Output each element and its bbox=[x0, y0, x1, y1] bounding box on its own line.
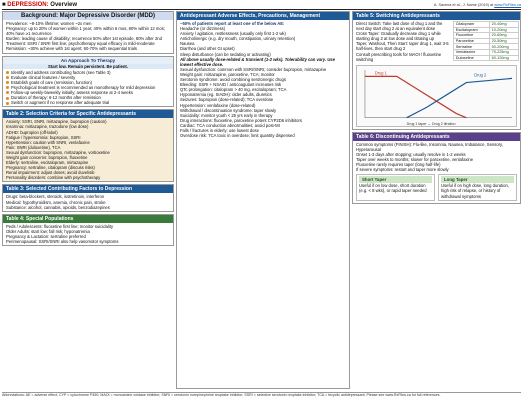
figure-caption: Drug 1 taper → Drug 2 titration bbox=[406, 121, 456, 126]
list-item: Bleeding: SSRI + NSAID / anticoagulant increases risk bbox=[180, 82, 282, 88]
list-item: Taper over weeks to months; slower for paroxetine, venlafaxine bbox=[356, 157, 474, 163]
table-6-body bbox=[353, 141, 520, 174]
drug-cell: Citalopram bbox=[453, 22, 489, 28]
dose-cell: 20-40mg bbox=[489, 22, 518, 28]
list-item: Prevalence: ~8-10% lifetime; women ~2x men bbox=[6, 21, 92, 26]
list-item: ~50% of patients report at least one of the below AE: bbox=[180, 21, 285, 26]
table-4-heading: Table 4: Special Populations bbox=[3, 215, 173, 223]
table-row: Peds / Adolescents: fluoxetine first line; monitor suicidality bbox=[6, 223, 114, 229]
page-header bbox=[2, 1, 521, 10]
adverse-effects-box bbox=[176, 11, 350, 389]
rxfiles-link[interactable]: www.RxFiles.ca bbox=[494, 3, 521, 7]
bullet-icon bbox=[6, 76, 9, 79]
long-taper-text: Useful if on high dose, long duration, high risk of relapse, or history of withdrawal symptoms bbox=[441, 183, 509, 199]
list-item: If severe symptoms: restart and taper more slowly bbox=[356, 167, 449, 173]
drug-cell: Sertraline bbox=[453, 44, 489, 50]
adverse-effects-heading: Antidepressant Adverse Effects, Precautions, Management bbox=[177, 12, 349, 20]
list-item: Hypertension: venlafaxine (dose-related) bbox=[180, 102, 256, 108]
list-item: Overdose risk: TCA toxic in overdose; limit quantity dispensed bbox=[180, 133, 295, 139]
table-5 bbox=[352, 11, 521, 130]
list-item: Weight gain: mirtazapine, paroxetine, TCA; monitor bbox=[180, 71, 275, 77]
adverse-effects-list bbox=[177, 20, 349, 139]
list-item: Treatment: SSRI / SNRI first line; psychotherapy equal efficacy in mild-moderate bbox=[6, 41, 155, 47]
short-taper-heading: Short Taper bbox=[359, 176, 432, 183]
taper-comparison bbox=[353, 173, 520, 202]
list-item: Fluoxetine rarely requires taper (long half-life) bbox=[356, 162, 441, 168]
table-4-body bbox=[3, 223, 173, 245]
list-item: Falls / fractures in elderly: use lowest dose bbox=[180, 127, 259, 133]
taper-figure-wrap bbox=[353, 63, 520, 129]
page-title: ■ DEPRESSION: Overview bbox=[2, 2, 77, 8]
table-row: Drugs: beta-blockers, steroids, isotretinoin, interferon bbox=[6, 194, 105, 200]
short-taper-text: Useful if on low dose, short duration (e.g. < 8 wks), or rapid taper needed bbox=[359, 183, 427, 194]
list-item: Hyponatremia (eg. SIADH): older adults, diuretics bbox=[180, 92, 272, 98]
citation: A. Saxena et al., J. Name (2019) at www.RxFiles.ca bbox=[433, 3, 521, 7]
bullet-icon bbox=[6, 91, 9, 94]
table-row: Older Adults: start low; fall risk; hyponatremia bbox=[6, 228, 90, 234]
list-item: Serotonin syndrome: avoid combining serotonergic drugs bbox=[180, 77, 286, 83]
dose-table-wrap bbox=[452, 20, 520, 63]
list-item: Psychological treatment is recommended as monotherapy for mild depression bbox=[6, 85, 170, 90]
dose-table bbox=[453, 21, 519, 61]
approach-subheading: Start low. Remain persistent. Be patient. bbox=[3, 64, 173, 69]
column-3 bbox=[352, 11, 521, 391]
dose-cell: 75-225mg bbox=[489, 49, 518, 55]
table-row: Pregnancy & Lactation: sertraline preferred bbox=[6, 233, 86, 239]
list-item: All above usually dose-related & transient (1-2 wks). Tolerability can vary. Use lowest effective dose. bbox=[180, 56, 335, 67]
table-row: Medical: hypothyroidism, anemia, chronic pain, stroke bbox=[6, 199, 106, 205]
bullet-icon bbox=[6, 102, 9, 105]
list-item: Identify and address contributing factors (see Table 3) bbox=[6, 70, 170, 75]
table-4 bbox=[2, 214, 174, 246]
list-item: Taper, Washout, Then Start: taper drug 1, wait 3-5 half-lives, then start drug 2 bbox=[356, 41, 449, 52]
list-item: Follow-up weekly-biweekly initially; assess response at 2-4 weeks bbox=[6, 90, 170, 95]
bullet-icon bbox=[6, 97, 9, 100]
list-item: Evaluate clinical features / severity bbox=[6, 75, 170, 80]
drug-cell: Venlafaxine bbox=[453, 49, 489, 55]
drug-1-label: Drug 1 bbox=[374, 69, 387, 76]
list-item: Suicidality: monitor youth < 25 yrs early in therapy bbox=[180, 112, 273, 118]
short-taper-card bbox=[356, 174, 435, 200]
list-item: Burden: leading cause of disability; recurrence 50% after 1st episode, 80% after 2nd bbox=[6, 36, 162, 42]
list-item: Duration of therapy: 6-12 months after remission bbox=[6, 95, 170, 100]
list-item: Withdrawal / discontinuation syndrome: taper slowly bbox=[180, 107, 277, 113]
table-row: Sexual dysfunction: bupropion, mirtazapine, vortioxetine bbox=[6, 149, 110, 155]
drug-cell: Paroxetine bbox=[453, 38, 489, 44]
dose-cell: 60-120mg bbox=[489, 55, 518, 61]
table-row: Fatigue / hypersomnia: bupropion, SSRI bbox=[6, 134, 81, 140]
list-item: Consult prescribing tools for MAOI / fluoxetine switching bbox=[356, 51, 442, 62]
list-item: Cross Taper: Gradually decrease drug 1 while starting drug 2 at low dose and titrating up bbox=[356, 31, 441, 42]
drug-cell: Duloxetine bbox=[453, 55, 489, 61]
table-row: Anxiety: SSRI, SNRI, mirtazapine, bupropion (caution) bbox=[6, 119, 107, 125]
table-row: Pain: SNRI (duloxetine), TCA bbox=[6, 144, 61, 150]
table-3 bbox=[2, 184, 174, 211]
taper-diagram bbox=[357, 66, 516, 126]
table-row: Perimenopausal: SSRI/SNRI also help vasomotor symptoms bbox=[6, 239, 119, 244]
table-row: Elderly: sertraline, escitalopram, mirtazapine bbox=[6, 160, 89, 166]
table-row: Personality disorders: combine with psychotherapy bbox=[6, 175, 101, 181]
table-row: Weight gain concerns: bupropion, fluoxetine bbox=[6, 154, 88, 160]
approach-box bbox=[2, 56, 174, 108]
dose-cell: 10-20mg bbox=[489, 27, 518, 33]
list-item: Seizures: bupropion (dose-related); TCA overdose bbox=[180, 97, 274, 103]
list-item: Diarrhea (and other GI upset) bbox=[180, 46, 235, 52]
table-row: Insomnia: mirtazapine, trazodone (low dose) bbox=[6, 124, 89, 130]
bullet-icon bbox=[6, 81, 9, 84]
background-list bbox=[3, 20, 173, 53]
list-item: Drug interactions: fluoxetine, paroxetine potent CYP2D6 inhibitors bbox=[180, 117, 302, 123]
list-item: Sleep disturbance (can be sedating or activating) bbox=[180, 51, 271, 57]
column-1 bbox=[2, 11, 174, 391]
drug-2-curve bbox=[407, 78, 512, 117]
list-item: Anxiety / agitation, restlessness (usually only first 1-2 wk) bbox=[180, 31, 286, 37]
list-item: Direct Switch: Take last dose of drug 1 and the next day start drug 2 at an equivalent dose bbox=[356, 21, 443, 32]
list-item: Onset 1-3 days after stopping; usually resolve in 1-2 weeks bbox=[356, 151, 466, 157]
background-title: Background: Major Depressive Disorder (MDD) bbox=[3, 12, 173, 20]
table-3-body bbox=[3, 193, 173, 210]
long-taper-card bbox=[438, 174, 517, 200]
table-5-content bbox=[353, 20, 520, 63]
table-2-body bbox=[3, 118, 173, 181]
long-taper-heading: Long Taper bbox=[441, 176, 514, 183]
table-row: Hypertension: caution with SNRI, venlafaxine bbox=[6, 139, 90, 145]
dose-cell: 20-60mg bbox=[489, 33, 518, 39]
list-item: Establish goals of care (remission, function) bbox=[6, 80, 170, 85]
table-3-heading: Table 3: Selected Contributing Factors to Depression bbox=[3, 185, 173, 193]
approach-heading: An Approach To Therapy bbox=[3, 57, 173, 64]
drug-cell: Escitalopram bbox=[453, 27, 489, 33]
dose-cell: 20-50mg bbox=[489, 38, 518, 44]
list-item: Remission: ~30% achieve with 1st agent; 60-70% with sequential trials bbox=[6, 46, 137, 52]
drug-1-curve bbox=[365, 76, 466, 117]
table-5-heading: Table 5: Switching Antidepressants bbox=[353, 12, 520, 20]
table-2 bbox=[2, 109, 174, 182]
background-box bbox=[2, 11, 174, 54]
list-item: Cardiac: TCA conduction abnormalities; avoid post-MI bbox=[180, 122, 280, 128]
table-row: ADHD: bupropion (off-label) bbox=[6, 129, 58, 135]
bullet-icon bbox=[6, 71, 9, 74]
dose-cell: 50-200mg bbox=[489, 44, 518, 50]
approach-list bbox=[3, 69, 173, 107]
list-item: Sexual dysfunction: common with SSRI/SNRI; consider bupropion, mirtazapine bbox=[180, 66, 327, 72]
list-item: Switch or augment if no response after adequate trial bbox=[6, 100, 170, 105]
bullet-icon bbox=[6, 86, 9, 89]
square-icon: ■ bbox=[2, 2, 6, 8]
table-5-text bbox=[353, 20, 452, 63]
table-6-heading: Table 6: Discontinuing Antidepressants bbox=[353, 133, 520, 141]
table-2-heading: Table 2: Selection Criteria for Specific Antidepressants bbox=[3, 110, 173, 118]
table-row: Pregnancy: sertraline, citalopram (discuss risks) bbox=[6, 165, 95, 171]
table-6 bbox=[352, 132, 521, 204]
list-item: Nausea bbox=[180, 41, 195, 47]
list-item: Common symptoms (FINISH): Flu-like, Insomnia, Nausea, Imbalance, Sensory, Hyperarousal bbox=[356, 141, 503, 152]
list-item: Pregnancy: up to 20% of women within 1 year; 40% within 6 mos, 80% within 12 mos; 40% have ≥1 recurrence bbox=[6, 26, 165, 37]
footer-abbreviations: Abbreviations: AE = adverse effect; CYP = cytochrome P450; MAOI = monoamine oxidase inhibitor; SNRI = serotonin norepinephrine reuptake inhibitor; SSRI = selective serotonin reuptake inhibitor; TCA = tricyclic antidepressant. Please see www.RxFiles.ca for full references. bbox=[2, 392, 521, 401]
list-item: Anticholinergic (e.g. dry mouth, constipation, urinary retention) bbox=[180, 36, 296, 42]
drug-cell: Fluoxetine bbox=[453, 33, 489, 39]
taper-figure bbox=[356, 65, 517, 127]
drug-2-label: Drug 2 bbox=[474, 72, 487, 78]
list-item: QTc prolongation: citalopram > 40 mg, escitalopram; TCA bbox=[180, 87, 287, 93]
column-2 bbox=[176, 11, 350, 391]
table-row bbox=[453, 55, 518, 61]
table-row: Substance: alcohol, cannabis, opioids, benzodiazepines bbox=[6, 204, 110, 210]
table-row: Renal impairment: adjust doses; avoid duvelisib bbox=[6, 170, 95, 176]
list-item: Headache (or dizziness) bbox=[180, 26, 226, 32]
